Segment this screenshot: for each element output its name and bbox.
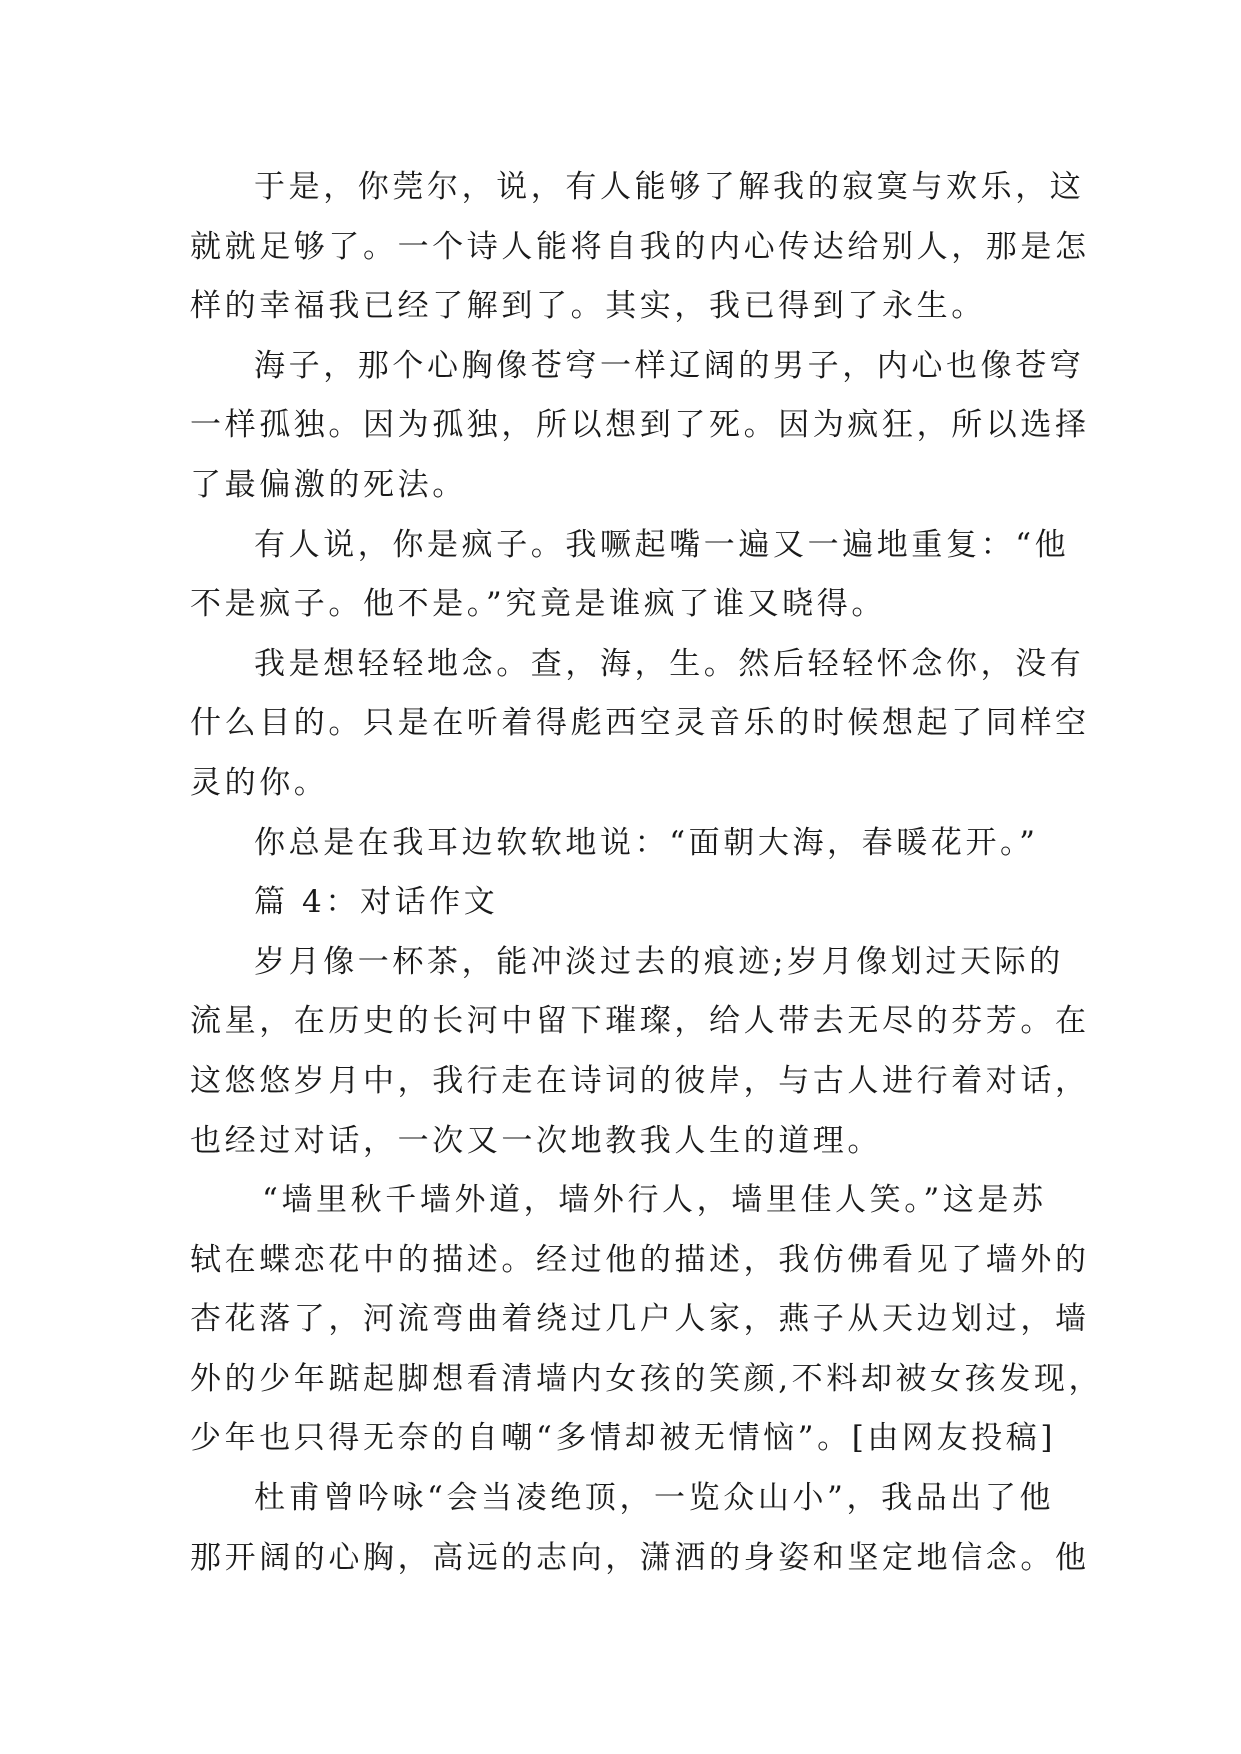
text-line: 杏花落了，河流弯曲着绕过几户人家，燕子从天边划过，墙: [190, 1301, 1090, 1338]
document-body: [190, 158, 1104, 1588]
text-line: 外的少年踮起脚想看清墙内女孩的笑颜,不料却被女孩发现，: [190, 1360, 1104, 1397]
text-line: 有人说，你是疯子。我噘起嘴一遍又一遍地重复：“他: [254, 526, 1070, 563]
text-line: 流星，在历史的长河中留下璀璨，给人带去无尽的芬芳。在: [190, 1003, 1090, 1040]
text-line: 样的幸福我已经了解到了。其实，我已得到了永生。: [190, 288, 986, 325]
text-line: 什么目的。只是在听着得彪西空灵音乐的时候想起了同样空: [190, 705, 1090, 742]
text-line: 也经过对话，一次又一次地教我人生的道理。: [190, 1122, 882, 1159]
text-line: 你总是在我耳边软软地说：“面朝大海，春暖花开。”: [254, 824, 1039, 861]
section-heading: 篇 4：对话作文: [254, 884, 499, 921]
text-line: “墙里秋千墙外道，墙外行人，墙里佳人笑。”这是苏: [262, 1182, 1047, 1219]
text-line: 于是，你莞尔，说，有人能够了解我的寂寞与欢乐，这: [254, 169, 1085, 205]
text-line: 我是想轻轻地念。查，海，生。然后轻轻怀念你，没有: [254, 645, 1085, 682]
text-line: 不是疯子。他不是。”究竟是谁疯了谁又晓得。: [190, 586, 886, 623]
text-line: 就就足够了。一个诗人能将自我的内心传达给别人，那是怎: [190, 228, 1090, 265]
text-line: 了最偏激的死法。: [190, 466, 467, 503]
text-line: 那开阔的心胸，高远的志向，潇洒的身姿和坚定地信念。他: [190, 1539, 1090, 1576]
text-line: 海子，那个心胸像苍穹一样辽阔的男子，内心也像苍穹: [254, 347, 1085, 384]
text-line: 一样孤独。因为孤独，所以想到了死。因为疯狂，所以选择: [190, 407, 1090, 444]
text-line: 杜甫曾吟咏“会当凌绝顶，一览众山小”，我品出了他: [254, 1480, 1055, 1517]
text-line: 少年也只得无奈的自嘲“多情却被无情恼”。[由网友投稿]: [190, 1420, 1057, 1457]
text-line: 这悠悠岁月中，我行走在诗词的彼岸，与古人进行着对话，: [190, 1062, 1090, 1099]
text-line: 灵的你。: [190, 764, 329, 801]
text-line: 岁月像一杯茶，能冲淡过去的痕迹;岁月像划过天际的: [254, 943, 1064, 980]
text-line: 轼在蝶恋花中的描述。经过他的描述，我仿佛看见了墙外的: [190, 1241, 1090, 1278]
